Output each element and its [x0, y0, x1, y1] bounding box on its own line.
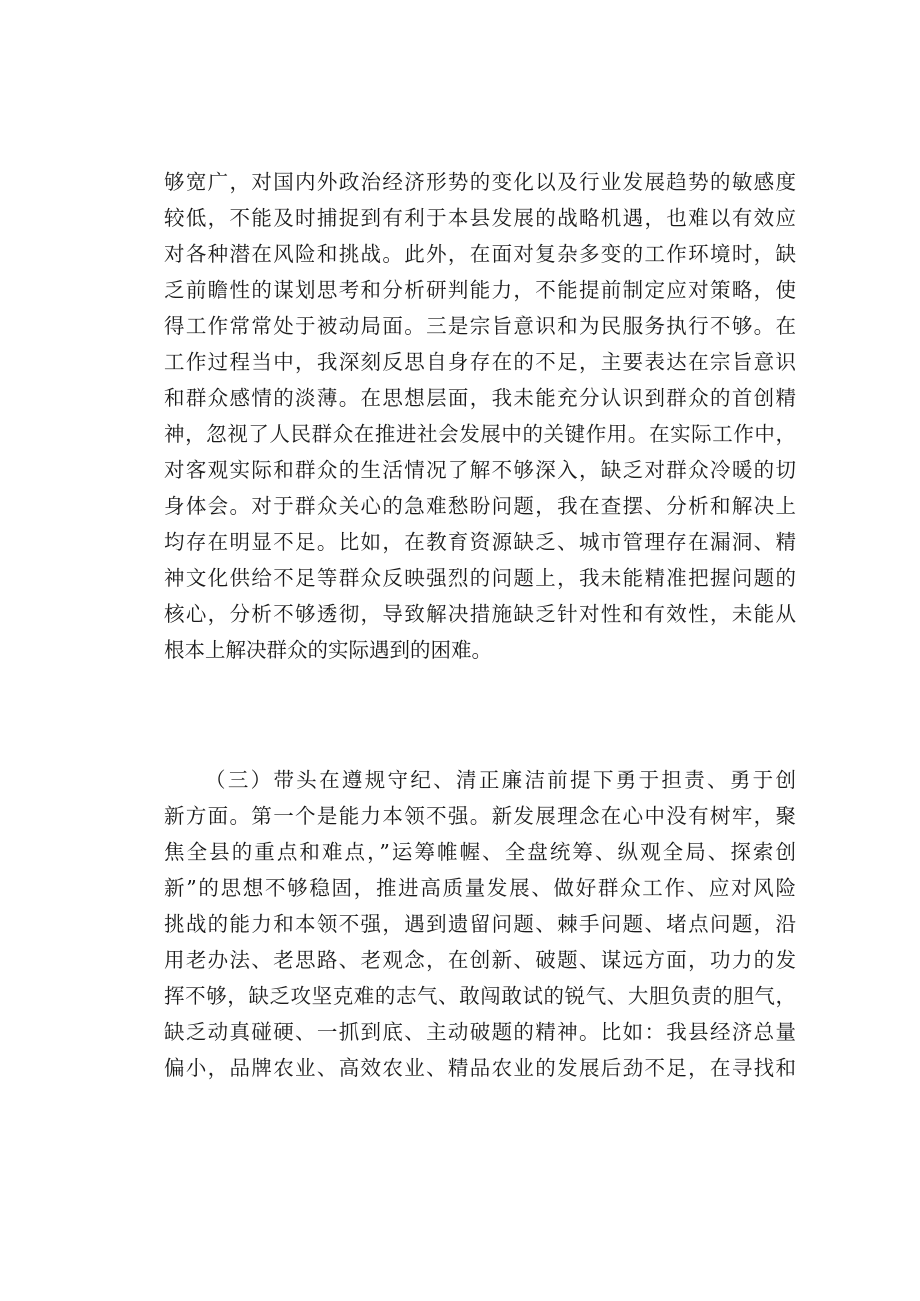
text-line: 缺乏动真碰硬、一抓到底、主动破题的精神。比如：我县经济总量: [164, 1020, 796, 1044]
text-line: 偏小，品牌农业、高效农业、精品农业的发展后劲不足，在寻找和: [164, 1056, 796, 1080]
text-line: 挑战的能力和本领不强，遇到遗留问题、棘手问题、堵点问题，沿: [164, 912, 796, 936]
text-line: 核心，分析不够透彻，导致解决措施缺乏针对性和有效性，未能从: [164, 602, 796, 626]
text-line: 乏前瞻性的谋划思考和分析研判能力，不能提前制定应对策略，使: [164, 278, 796, 302]
text-line: 根本上解决群众的实际遇到的困难。: [164, 638, 492, 662]
text-line: 得工作常常处于被动局面。三是宗旨意识和为民服务执行不够。在: [164, 314, 796, 338]
text-line: （三）带头在遵规守纪、清正廉洁前提下勇于担责、勇于创: [205, 768, 796, 792]
text-line: 均存在明显不足。比如，在教育资源缺乏、城市管理存在漏洞、精: [164, 530, 796, 554]
text-line: 对各种潜在风险和挑战。此外，在面对复杂多变的工作环境时，缺: [164, 242, 796, 266]
text-line: 身体会。对于群众关心的急难愁盼问题，我在查摆、分析和解决上: [164, 494, 796, 518]
text-line: 和群众感情的淡薄。在思想层面，我未能充分认识到群众的首创精: [164, 386, 796, 410]
paragraph-2: [164, 762, 796, 1086]
text-line: 神文化供给不足等群众反映强烈的问题上，我未能精准把握问题的: [164, 566, 796, 590]
text-line: 工作过程当中，我深刻反思自身存在的不足，主要表达在宗旨意识: [164, 350, 796, 374]
text-line: 挥不够，缺乏攻坚克难的志气、敢闯敢试的锐气、大胆负责的胆气，: [164, 984, 796, 1008]
paragraph-1: [164, 164, 796, 668]
text-line: 焦全县的重点和难点，”运筹帷幄、全盘统筹、纵观全局、探索创: [164, 840, 796, 864]
text-line: 够宽广，对国内外政治经济形势的变化以及行业发展趋势的敏感度: [164, 170, 796, 194]
text-line: 对客观实际和群众的生活情况了解不够深入，缺乏对群众冷暖的切: [164, 458, 796, 482]
text-line: 较低，不能及时捕捉到有利于本县发展的战略机遇，也难以有效应: [164, 206, 796, 230]
text-line: 用老办法、老思路、老观念，在创新、破题、谋远方面，功力的发: [164, 948, 796, 972]
text-line: 新方面。第一个是能力本领不强。新发展理念在心中没有树牢，聚: [164, 804, 796, 828]
text-line: 新”的思想不够稳固，推进高质量发展、做好群众工作、应对风险: [164, 876, 796, 900]
text-line: 神，忽视了人民群众在推进社会发展中的关键作用。在实际工作中，: [164, 422, 796, 446]
